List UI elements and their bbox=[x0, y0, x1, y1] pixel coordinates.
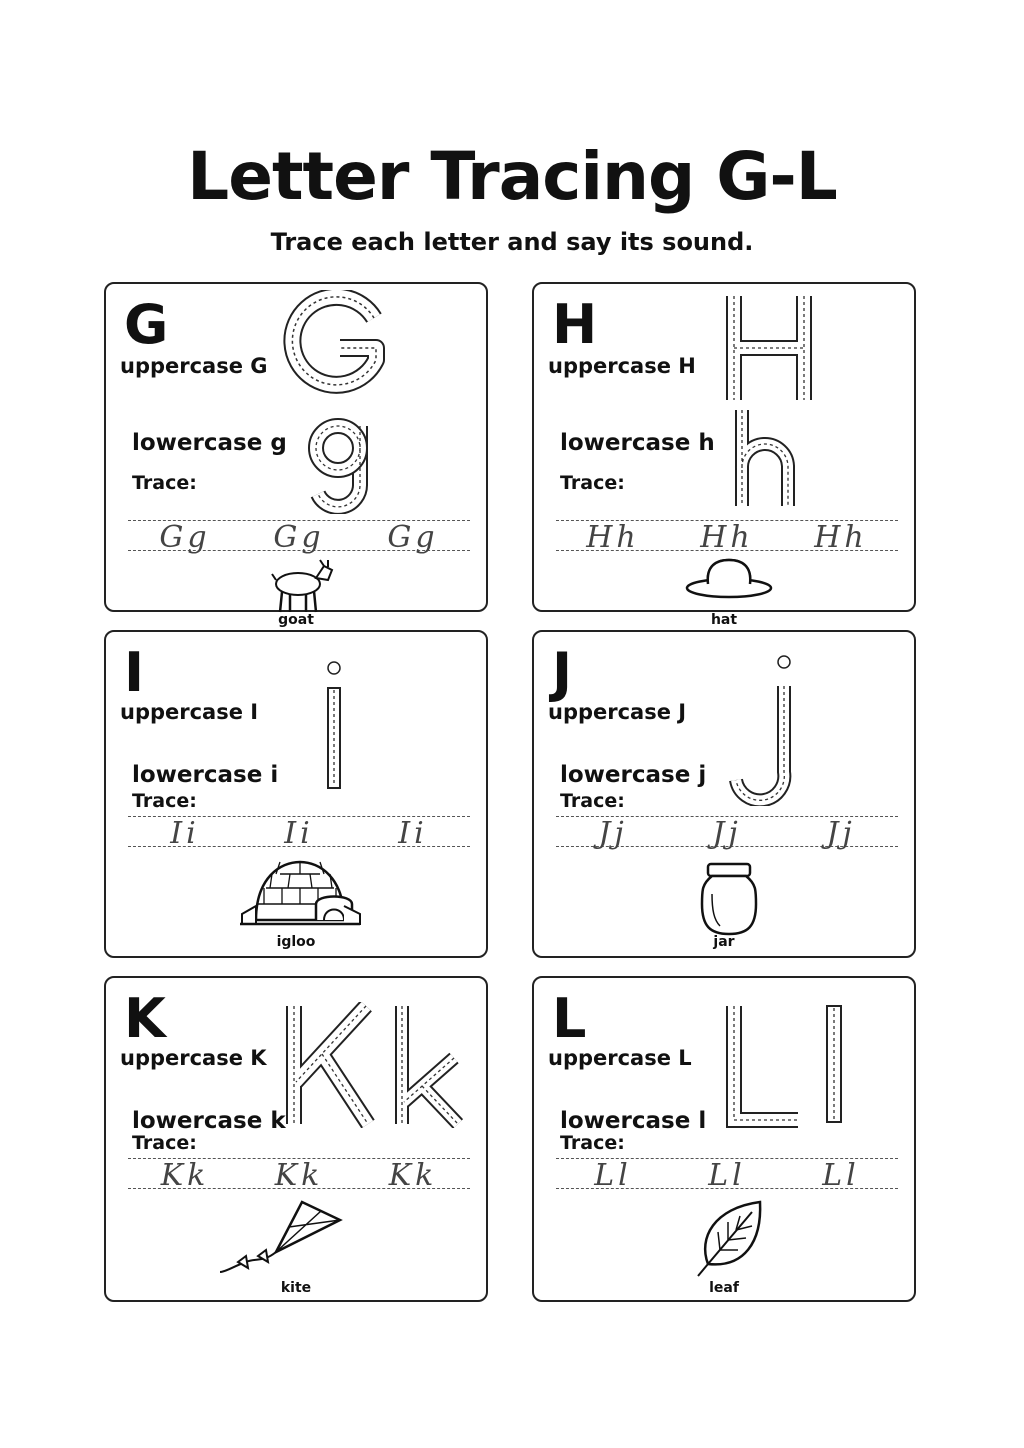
trace-label: Trace: bbox=[132, 1132, 197, 1154]
uppercase-label: uppercase H bbox=[548, 354, 696, 378]
big-letter: G bbox=[124, 293, 169, 356]
uppercase-label: uppercase K bbox=[120, 1046, 267, 1070]
goat-icon bbox=[266, 558, 338, 616]
trace-pair[interactable]: Ii bbox=[170, 816, 200, 851]
traceable-uppercase-l bbox=[724, 1002, 804, 1128]
trace-pair[interactable]: Kk bbox=[388, 1158, 438, 1193]
big-letter: I bbox=[124, 641, 145, 704]
traceable-lowercase-l bbox=[822, 1002, 846, 1128]
lowercase-label: lowercase k bbox=[132, 1108, 286, 1134]
traceable-uppercase-g bbox=[282, 290, 392, 400]
trace-row[interactable] bbox=[556, 1158, 898, 1193]
igloo-icon bbox=[236, 858, 364, 930]
card-h bbox=[532, 282, 916, 628]
uppercase-label: uppercase J bbox=[548, 700, 687, 724]
trace-pair[interactable]: Ll bbox=[708, 1158, 746, 1193]
trace-pair[interactable]: Hh bbox=[586, 520, 640, 555]
trace-pair[interactable]: Hh bbox=[700, 520, 754, 555]
trace-pair[interactable]: Ii bbox=[284, 816, 314, 851]
card-k bbox=[104, 976, 488, 1302]
uppercase-label: uppercase G bbox=[120, 354, 268, 378]
page-title: Letter Tracing G-L bbox=[187, 138, 837, 215]
trace-pair[interactable]: Gg bbox=[159, 520, 211, 555]
uppercase-label: uppercase I bbox=[120, 700, 259, 724]
uppercase-label: uppercase L bbox=[548, 1046, 692, 1070]
traceable-uppercase-h bbox=[724, 292, 814, 404]
card-i bbox=[104, 630, 488, 958]
trace-row[interactable] bbox=[128, 1158, 470, 1193]
picture-word: hat bbox=[710, 612, 738, 628]
big-letter: K bbox=[124, 987, 166, 1050]
trace-pair[interactable]: Gg bbox=[387, 520, 439, 555]
trace-label: Trace: bbox=[132, 472, 197, 494]
trace-pair[interactable]: Ll bbox=[594, 1158, 632, 1193]
lowercase-label: lowercase g bbox=[132, 430, 287, 456]
lowercase-label: lowercase j bbox=[560, 762, 707, 788]
lowercase-label: lowercase l bbox=[560, 1108, 707, 1134]
leaf-icon bbox=[694, 1198, 766, 1278]
trace-pair[interactable]: Jj bbox=[826, 816, 856, 851]
card-l bbox=[532, 976, 916, 1302]
trace-pair[interactable]: Jj bbox=[712, 816, 742, 851]
trace-row[interactable] bbox=[128, 520, 470, 555]
lowercase-label: lowercase i bbox=[132, 762, 279, 788]
card-j bbox=[532, 630, 916, 958]
trace-pair[interactable]: Ii bbox=[398, 816, 428, 851]
lowercase-label: lowercase h bbox=[560, 430, 715, 456]
trace-pair[interactable]: Jj bbox=[598, 816, 628, 851]
trace-pair[interactable]: Gg bbox=[273, 520, 325, 555]
picture-word: leaf bbox=[709, 1280, 739, 1296]
picture-word: igloo bbox=[276, 934, 316, 950]
jar-icon bbox=[698, 860, 760, 938]
card-g bbox=[104, 282, 488, 628]
traceable-lowercase-k bbox=[392, 1002, 466, 1128]
picture-word: jar bbox=[713, 934, 735, 950]
hat-icon bbox=[684, 554, 774, 602]
trace-label: Trace: bbox=[132, 790, 197, 812]
big-letter: J bbox=[552, 641, 573, 704]
big-letter: L bbox=[552, 987, 587, 1050]
big-letter: H bbox=[552, 293, 598, 356]
trace-row[interactable] bbox=[556, 816, 898, 851]
kite-icon bbox=[216, 1198, 346, 1282]
traceable-lowercase-h bbox=[732, 406, 804, 510]
trace-row[interactable] bbox=[128, 816, 470, 851]
trace-pair[interactable]: Kk bbox=[274, 1158, 324, 1193]
trace-label: Trace: bbox=[560, 1132, 625, 1154]
traceable-lowercase-g bbox=[304, 414, 376, 514]
picture-word: kite bbox=[280, 1280, 312, 1296]
picture-word: goat bbox=[278, 612, 314, 628]
trace-label: Trace: bbox=[560, 790, 625, 812]
page-subtitle: Trace each letter and say its sound. bbox=[270, 228, 754, 256]
trace-pair[interactable]: Hh bbox=[814, 520, 868, 555]
traceable-lowercase-i bbox=[322, 658, 346, 792]
trace-pair[interactable]: Ll bbox=[822, 1158, 860, 1193]
trace-row[interactable] bbox=[556, 520, 898, 555]
traceable-uppercase-k bbox=[284, 1002, 376, 1128]
trace-label: Trace: bbox=[560, 472, 625, 494]
traceable-lowercase-j bbox=[726, 652, 796, 806]
trace-pair[interactable]: Kk bbox=[160, 1158, 210, 1193]
